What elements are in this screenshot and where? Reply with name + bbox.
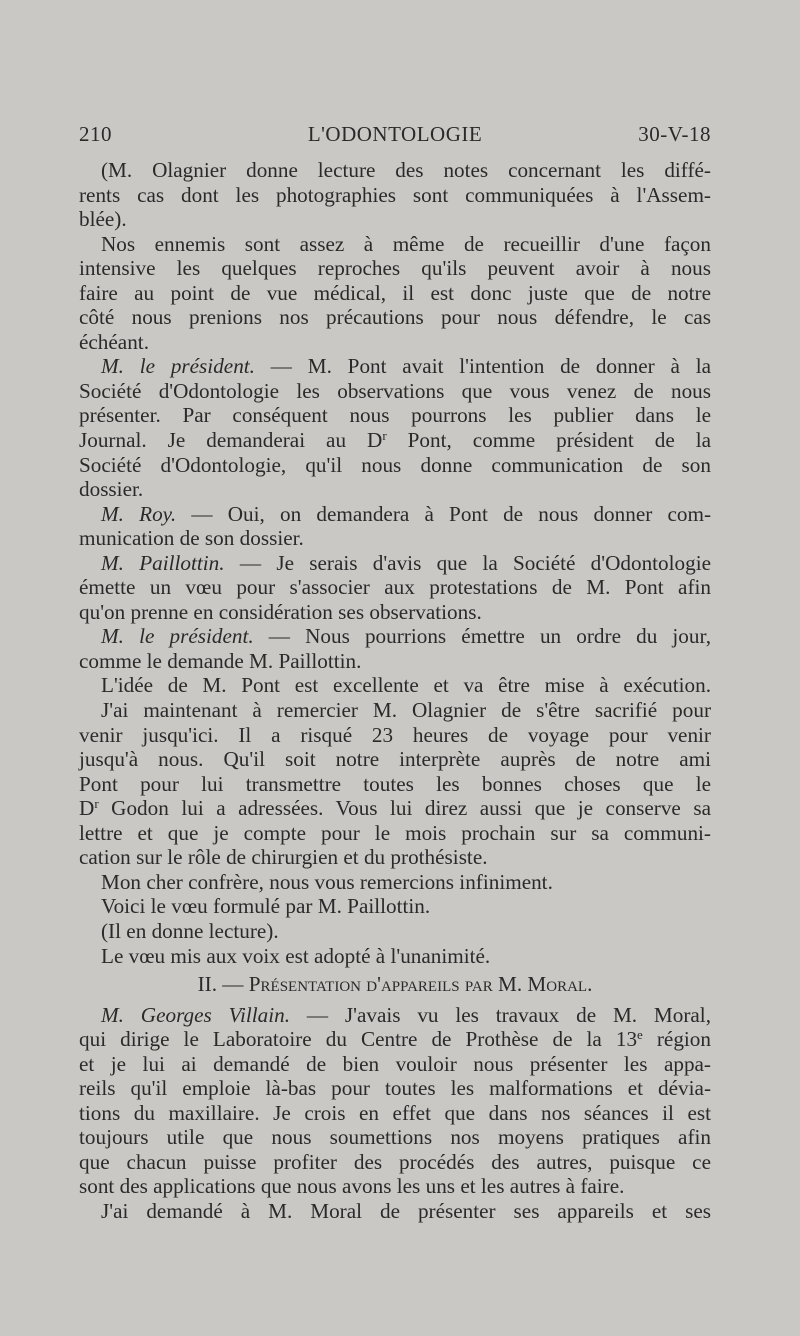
- text-line: munication de son dossier.: [79, 526, 304, 551]
- text-line: J'ai maintenant à remercier M. Olagnier de s'être sacrifié pour: [101, 698, 711, 723]
- text-line: L'idée de M. Pont est excellente et va être mise à exécution.: [101, 673, 711, 698]
- body-text: [79, 158, 711, 1224]
- speaker-name: M. le président.: [101, 624, 254, 649]
- text-line: toujours utile que nous soumettions nos moyens pratiques afin: [79, 1125, 711, 1150]
- speaker-name: M. le président.: [101, 354, 255, 379]
- text-line: présenter. Par conséquent nous pourrons les publier dans le: [79, 403, 711, 428]
- text-line: (M. Olagnier donne lecture des notes concernant les diffé-: [101, 158, 711, 182]
- text-line: faire au point de vue médical, il est donc juste que de notre: [79, 280, 711, 305]
- page-number: 210: [79, 122, 112, 146]
- text-line: Le vœu mis aux voix est adopté à l'unanimité.: [101, 943, 491, 968]
- text-line: et je lui ai demandé de bien vouloir nous présenter les appa-: [79, 1051, 711, 1076]
- text-line: Mon cher confrère, nous vous remercions infiniment.: [101, 869, 553, 894]
- text-line: cation sur le rôle de chirurgien et du prothésiste.: [79, 845, 488, 870]
- text-line: venir jusqu'ici. Il a risqué 23 heures de voyage pour venir: [79, 722, 711, 747]
- text-line: côté nous prenions nos précautions pour nous défendre, le cas: [79, 305, 711, 330]
- text-line: que chacun puisse profiter des procédés des autres, puisque ce: [79, 1149, 711, 1174]
- text-line: lettre et que je compte pour le mois prochain sur sa communi-: [79, 820, 711, 845]
- text-line: Société d'Odontologie, qu'il nous donne communication de son: [79, 452, 711, 477]
- journal-title: L'ODONTOLOGIE: [307, 122, 483, 146]
- text-line: (Il en donne lecture).: [101, 918, 279, 943]
- text-line: M. Roy. — Oui, on demandera à Pont de nous donner com-: [101, 501, 712, 526]
- text-line: tions du maxillaire. Je crois en effet que dans nos séances il est: [79, 1100, 711, 1125]
- text-line: reils qu'il emploie là-bas pour toutes les malformations et dévia-: [79, 1076, 711, 1101]
- text-line: Société d'Odontologie les observations que vous venez de nous: [79, 378, 711, 403]
- text-line: blée).: [79, 207, 127, 232]
- text-line: intensive les quelques reproches qu'ils peuvent avoir à nous: [79, 256, 711, 281]
- text-line: rents cas dont les photographies sont communiquées à l'Assem-: [79, 182, 711, 207]
- text-line: échéant.: [79, 329, 149, 354]
- text-line: Nos ennemis sont assez à même de recueillir d'une façon: [101, 231, 711, 256]
- running-header: [79, 122, 711, 152]
- text-line: Pont pour lui transmettre toutes les bonnes choses que le: [79, 771, 711, 796]
- section-heading: II. — Présentation d'appareils par M. Moral.: [197, 972, 593, 997]
- text-line: Journal. Je demanderai au $D^r$ Pont, comme président de la: [79, 428, 711, 453]
- text-line: jusqu'à nous. Qu'il soit notre interprète auprès de notre ami: [79, 747, 711, 772]
- speaker-name: M. Georges Villain.: [101, 1002, 291, 1027]
- text-line: M. le président. — M. Pont avait l'intention de donner à la: [101, 354, 711, 379]
- text-line: sont des applications que nous avons les uns et les autres à faire.: [79, 1174, 625, 1199]
- text-line: dossier.: [79, 477, 144, 502]
- text-line: qui dirige le Laboratoire du Centre de Prothèse de la 13e région: [79, 1027, 711, 1052]
- text-line: Voici le vœu formulé par M. Paillottin.: [101, 894, 431, 919]
- text-line: émette un vœu pour s'associer aux protestations de M. Pont afin: [79, 575, 711, 600]
- text-line: M. Paillottin. — Je serais d'avis que la Société d'Odontologie: [101, 550, 712, 575]
- speaker-name: M. Roy.: [101, 501, 177, 526]
- text-line: J'ai demandé à M. Moral de présenter ses appareils et ses: [101, 1198, 711, 1223]
- text-line: M. le président. — Nous pourrions émettre un ordre du jour,: [101, 624, 712, 649]
- issue-date: 30-V-18: [638, 122, 711, 146]
- text-line: qu'on prenne en considération ses observations.: [79, 599, 482, 624]
- speaker-name: M. Paillottin.: [101, 550, 225, 575]
- text-line: M. Georges Villain. — J'avais vu les travaux de M. Moral,: [101, 1002, 711, 1027]
- text-line: $D^r$ Godon lui a adressées. Vous lui direz aussi que je conserve sa: [79, 796, 711, 821]
- text-line: comme le demande M. Paillottin.: [79, 648, 362, 673]
